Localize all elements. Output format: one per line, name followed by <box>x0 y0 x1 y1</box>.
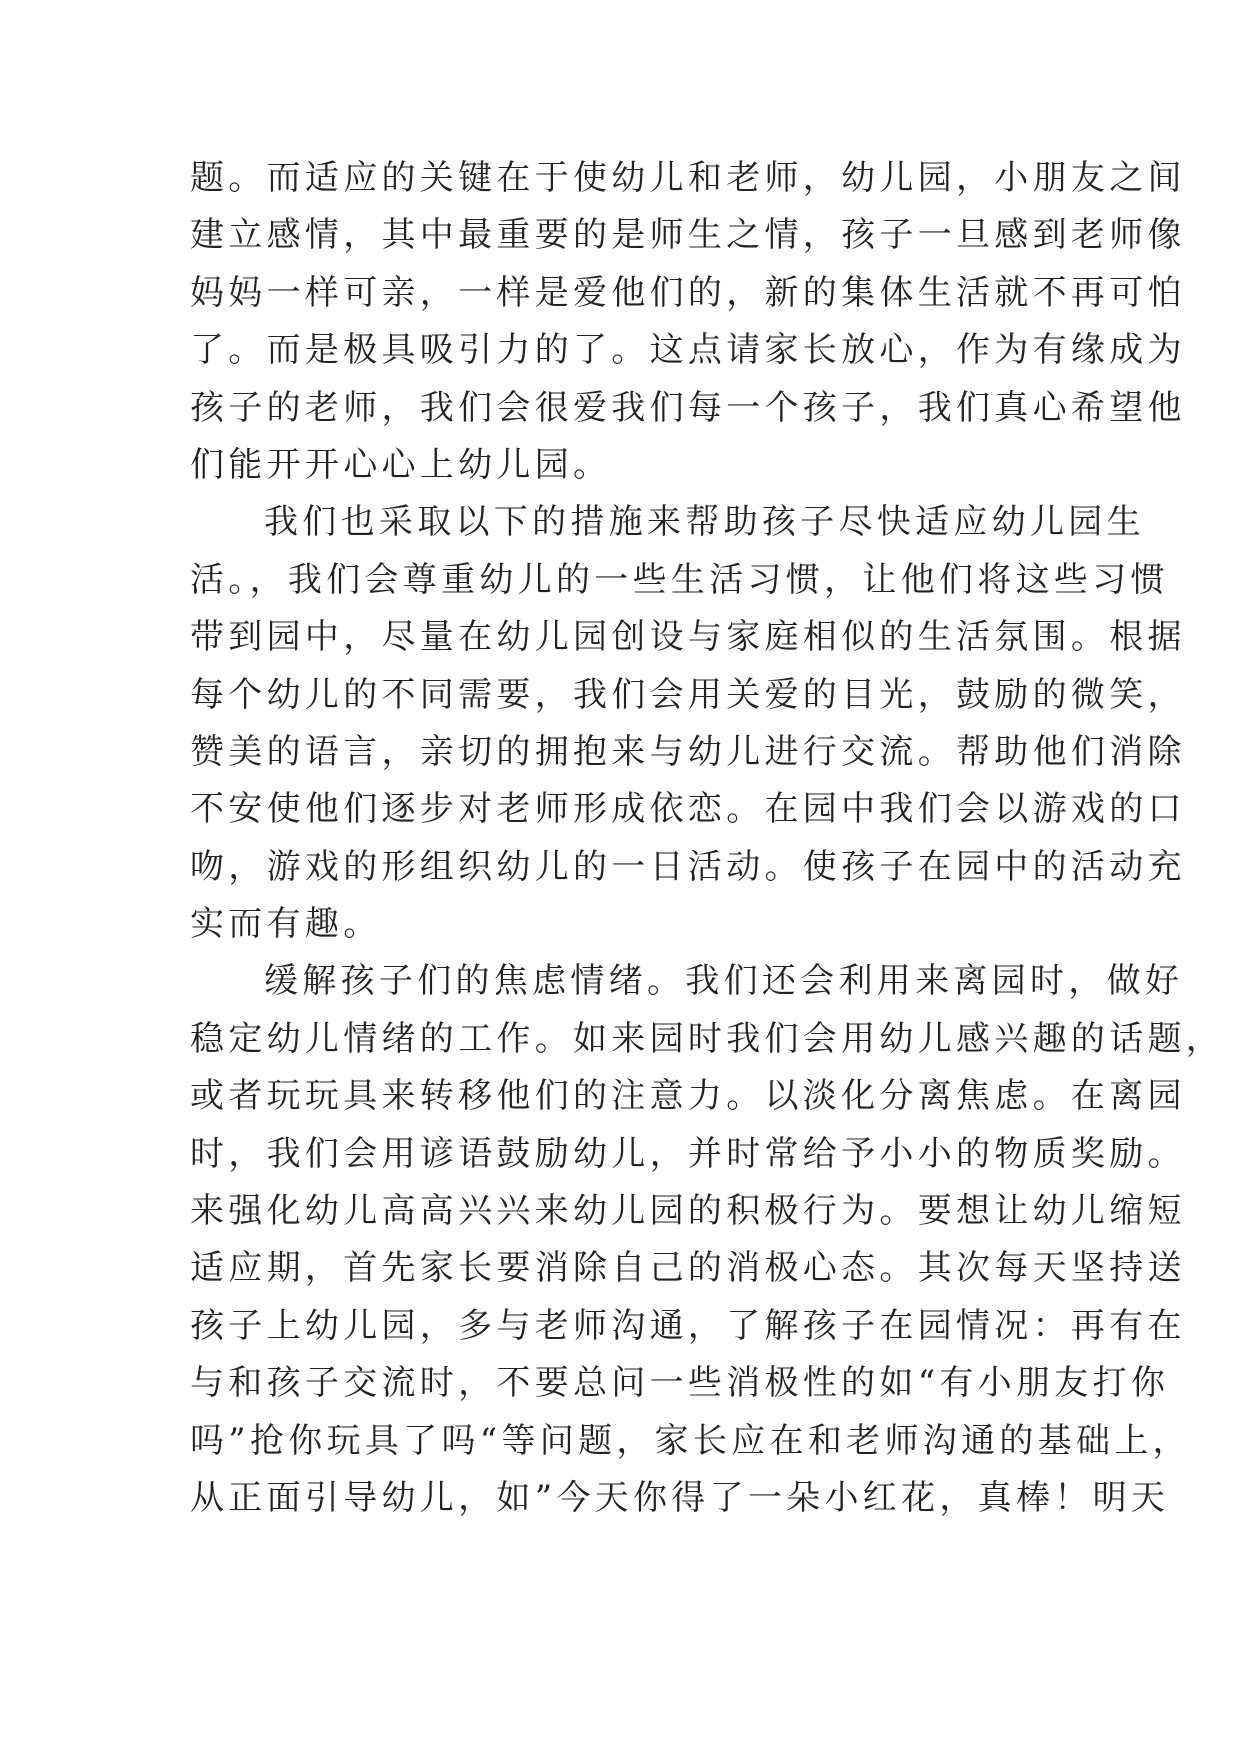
text-line: 们能开开心心上幼儿园。 <box>190 444 612 485</box>
text-line: 实而有趣。 <box>190 904 382 945</box>
text-line: 赞美的语言，亲切的拥抱来与幼儿进行交流。帮助他们消除 <box>190 731 1186 772</box>
text-line: 不安使他们逐步对老师形成依恋。在园中我们会以游戏的口 <box>190 789 1186 830</box>
text-line: 或者玩玩具来转移他们的注意力。以淡化分离焦虑。在离园 <box>190 1076 1186 1117</box>
text-line: 建立感情，其中最重要的是师生之情，孩子一旦感到老师像 <box>190 215 1186 256</box>
text-line: 来强化幼儿高高兴兴来幼儿园的积极行为。要想让幼儿缩短 <box>190 1191 1186 1232</box>
text-line: 从正面引导幼儿，如”今天你得了一朵小红花，真棒！明天 <box>190 1477 1170 1518</box>
text-line: 适应期，首先家长要消除自己的消极心态。其次每天坚持送 <box>190 1248 1186 1289</box>
text-line: 与和孩子交流时，不要总问一些消极性的如“有小朋友打你 <box>190 1363 1170 1404</box>
text-line: 题。而适应的关键在于使幼儿和老师，幼儿园，小朋友之间 <box>190 158 1186 198</box>
paragraph <box>190 953 1225 1527</box>
text-line: 妈妈一样可亲，一样是爱他们的，新的集体生活就不再可怕 <box>190 272 1186 313</box>
text-line: 孩子上幼儿园，多与老师沟通，了解孩子在园情况：再有在 <box>190 1305 1186 1346</box>
text-line: 带到园中，尽量在幼儿园创设与家庭相似的生活氛围。根据 <box>190 617 1186 658</box>
text-line: 孩子的老师，我们会很爱我们每一个孩子，我们真心希望他 <box>190 387 1186 428</box>
text-line: 我们也采取以下的措施来帮助孩子尽快适应幼儿园生 <box>264 502 1145 543</box>
text-line: 吗”抢你玩具了吗“等问题，家长应在和老师沟通的基础上， <box>190 1420 1191 1461</box>
document-page <box>190 150 1225 1527</box>
text-line: 了。而是极具吸引力的了。这点请家长放心，作为有缘成为 <box>190 330 1186 371</box>
text-line: 活。，我们会尊重幼儿的一些生活习惯，让他们将这些习惯 <box>190 559 1169 600</box>
text-line: 时，我们会用谚语鼓励幼儿，并时常给予小小的物质奖励。 <box>190 1133 1186 1174</box>
paragraph <box>190 494 1186 953</box>
text-line: 每个幼儿的不同需要，我们会用关爱的目光，鼓励的微笑， <box>190 674 1186 715</box>
text-line: 吻，游戏的形组织幼儿的一日活动。使孩子在园中的活动充 <box>190 846 1186 887</box>
text-line: 缓解孩子们的焦虑情绪。我们还会利用来离园时，做好 <box>264 961 1184 1002</box>
text-line: 稳定幼儿情绪的工作。如来园时我们会用幼儿感兴趣的话题， <box>190 1018 1225 1059</box>
paragraph <box>190 150 1186 494</box>
